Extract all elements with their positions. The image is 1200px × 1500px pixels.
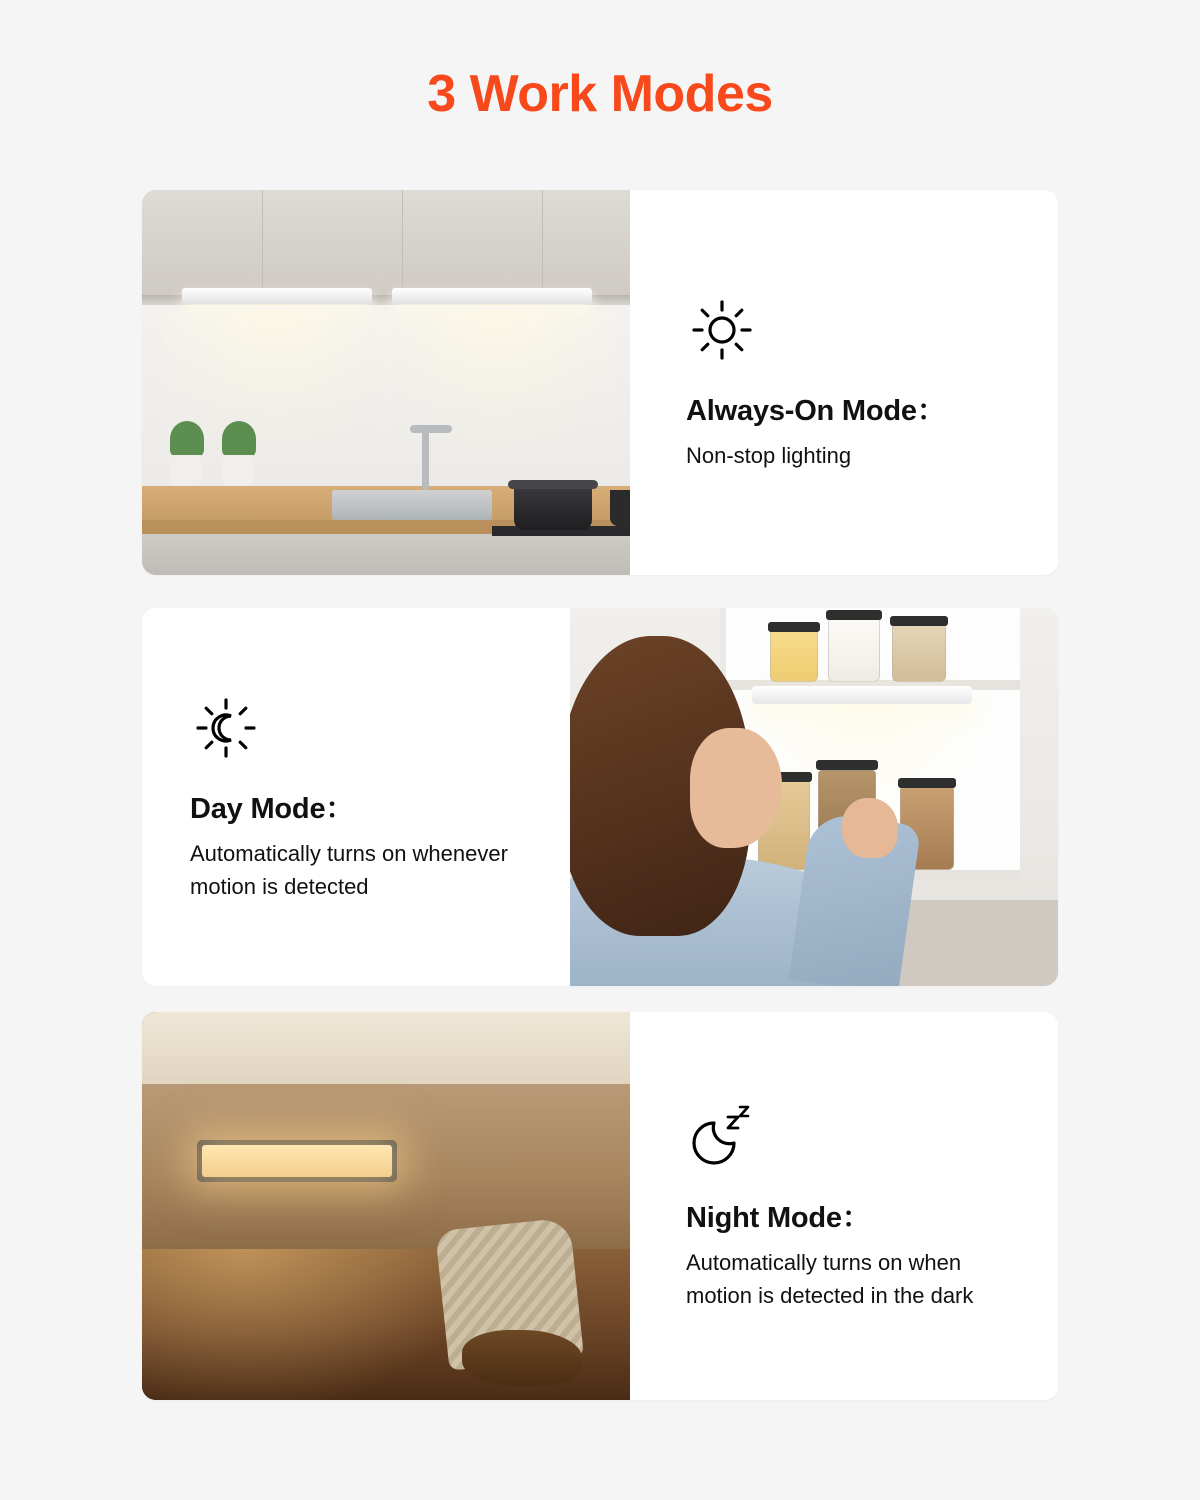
woman-reaching-into-lit-cabinet-photo xyxy=(570,608,1058,986)
mode-title: Day Mode： xyxy=(190,792,355,825)
page-title: 3 Work Modes xyxy=(427,65,773,123)
mode-description: Automatically turns on whenever motion is detected xyxy=(190,840,508,899)
mode-text-day xyxy=(142,608,570,986)
mode-title: Night Mode： xyxy=(686,1201,871,1234)
mode-text-night xyxy=(630,1012,1058,1400)
mode-card-day xyxy=(142,608,1058,986)
mode-card-always-on xyxy=(142,190,1058,575)
mode-description: Automatically turns on when motion is detected in the dark xyxy=(686,1249,974,1308)
mode-description: Non-stop lighting xyxy=(686,442,852,468)
mode-card-night xyxy=(142,1012,1058,1400)
under-bed-night-light-photo xyxy=(142,1012,630,1400)
sun-icon xyxy=(686,294,758,366)
moon-zzz-icon xyxy=(686,1101,758,1173)
kitchen-under-cabinet-lighting-photo xyxy=(142,190,630,575)
sun-moon-day-icon xyxy=(190,692,262,764)
mode-text-always-on xyxy=(630,190,1058,575)
mode-title: Always-On Mode： xyxy=(686,394,946,427)
